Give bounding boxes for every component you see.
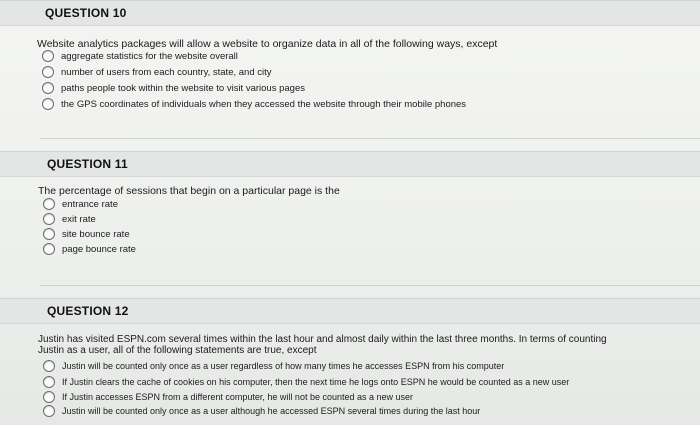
q12-option-3[interactable] bbox=[43, 391, 413, 403]
q12-option-1[interactable] bbox=[43, 360, 504, 372]
q12-option-2[interactable] bbox=[43, 376, 569, 388]
question-10-divider bbox=[40, 138, 700, 139]
question-10-text: Website analytics packages will allow a website to organize data in all of the following ways, except bbox=[37, 38, 498, 50]
q10-option-2[interactable] bbox=[42, 66, 272, 78]
radio-button-icon[interactable] bbox=[42, 98, 54, 110]
question-11-text: The percentage of sessions that begin on a particular page is the bbox=[38, 185, 340, 197]
question-11-divider bbox=[40, 285, 700, 286]
q12-option-2-label: If Justin clears the cache of cookies on his computer, then the next time he logs onto ESPN he would be counted as a new user bbox=[62, 377, 570, 387]
radio-button-icon[interactable] bbox=[43, 213, 55, 225]
q11-option-2[interactable] bbox=[43, 213, 96, 225]
q11-option-3[interactable] bbox=[43, 228, 130, 240]
radio-button-icon[interactable] bbox=[43, 360, 55, 372]
q11-option-1[interactable] bbox=[43, 198, 118, 210]
radio-button-icon[interactable] bbox=[42, 50, 54, 62]
radio-button-icon[interactable] bbox=[43, 391, 55, 403]
q12-option-1-label: Justin will be counted only once as a user regardless of how many times he accesses ESPN from his computer bbox=[62, 361, 505, 371]
question-10-title: QUESTION 10 bbox=[45, 6, 127, 20]
q10-option-1-label: aggregate statistics for the website overall bbox=[61, 50, 238, 62]
q11-option-4-label: page bounce rate bbox=[62, 243, 136, 255]
q11-option-4[interactable] bbox=[43, 243, 136, 255]
radio-button-icon[interactable] bbox=[43, 198, 55, 210]
q11-option-1-label: entrance rate bbox=[62, 198, 118, 210]
q10-option-3[interactable] bbox=[42, 82, 305, 94]
q10-option-3-label: paths people took within the website to visit various pages bbox=[61, 82, 305, 94]
q10-option-4[interactable] bbox=[42, 98, 466, 110]
q10-option-4-label: the GPS coordinates of individuals when they accessed the website through their mobile phones bbox=[61, 98, 467, 110]
radio-button-icon[interactable] bbox=[43, 243, 55, 255]
q10-option-1[interactable] bbox=[42, 50, 238, 62]
q12-option-4[interactable] bbox=[43, 405, 480, 417]
q10-option-2-label: number of users from each country, state, and city bbox=[61, 66, 272, 78]
question-12-text-line-1: Justin has visited ESPN.com several times within the last hour and almost daily within the last three months. In terms of counting bbox=[38, 334, 607, 345]
question-11-title: QUESTION 11 bbox=[47, 157, 128, 171]
radio-button-icon[interactable] bbox=[42, 82, 54, 94]
q12-option-3-label: If Justin accesses ESPN from a different computer, he will not be counted as a new user bbox=[62, 392, 414, 402]
q11-option-2-label: exit rate bbox=[62, 213, 96, 225]
radio-button-icon[interactable] bbox=[43, 376, 55, 388]
radio-button-icon[interactable] bbox=[43, 405, 55, 417]
question-12-title: QUESTION 12 bbox=[47, 304, 129, 318]
radio-button-icon[interactable] bbox=[43, 228, 55, 240]
question-12-text-line-2: Justin as a user, all of the following statements are true, except bbox=[38, 345, 317, 356]
radio-button-icon[interactable] bbox=[42, 66, 54, 78]
q12-option-4-label: Justin will be counted only once as a user although he accessed ESPN several times during the last hour bbox=[62, 406, 481, 416]
q11-option-3-label: site bounce rate bbox=[62, 228, 130, 240]
